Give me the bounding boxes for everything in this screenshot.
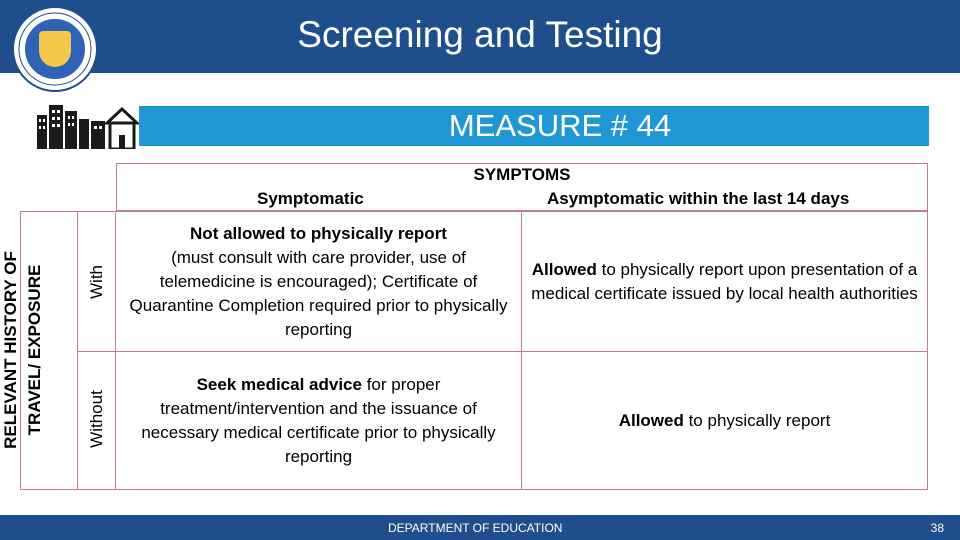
seal-torch-icon [39,31,71,67]
cell-with-asymptomatic-bold: Allowed [531,259,597,279]
row-group-label-line1: RELEVANT HISTORY OF [1,251,20,449]
measure-banner [40,106,929,146]
slide-title: Screening and Testing [297,14,663,55]
page-number: 38 [930,521,944,535]
col-header-asymptomatic: Asymptomatic within the last 14 days [547,189,850,208]
school-buildings-icon [33,101,139,149]
seal-inner-icon [23,17,87,81]
row-group-label [0,210,57,490]
cell-without-symptomatic-rest: for proper treatment/intervention and the issuance of necessary medical certificate prior to physically reporting [141,374,496,466]
cell-with-symptomatic [116,211,522,352]
cell-with-asymptomatic-rest: to physically report upon presentation of a medical certificate issued by local health authorities [531,259,918,303]
cell-without-asymptomatic [522,352,928,490]
footer-bar [0,515,960,540]
cell-with-asymptomatic-text [530,258,919,306]
symptoms-label: SYMPTOMS [473,165,571,184]
cell-without-asymptomatic-rest: to physically report [683,410,831,430]
row-label-with: With [87,265,106,299]
footer-department: DEPARTMENT OF EDUCATION [388,521,563,535]
symptoms-header [116,163,928,211]
row-group-label-line2: TRAVEL/ EXPOSURE [25,264,44,436]
deped-seal-icon [12,6,98,92]
cell-without-symptomatic [116,352,522,490]
cell-with-symptomatic-rest: (must consult with care provider, use of telemedicine is encouraged); Certificate of Quarantine Completion required prior to physically reporting [129,247,508,339]
cell-with-symptomatic-text [122,222,515,342]
cell-without-symptomatic-text [122,373,515,469]
cell-with-symptomatic-bold: Not allowed to physically report [190,223,447,243]
cell-without-asymptomatic-bold: Allowed [618,410,684,430]
row-label-without: Without [87,390,106,448]
cell-with-asymptomatic [522,211,928,352]
col-header-symptomatic: Symptomatic [257,189,364,208]
cell-without-symptomatic-bold: Seek medical advice [196,374,362,394]
measure-title: MEASURE # 44 [448,108,672,143]
cell-without-asymptomatic-text [619,409,831,433]
header-bar [0,0,960,73]
